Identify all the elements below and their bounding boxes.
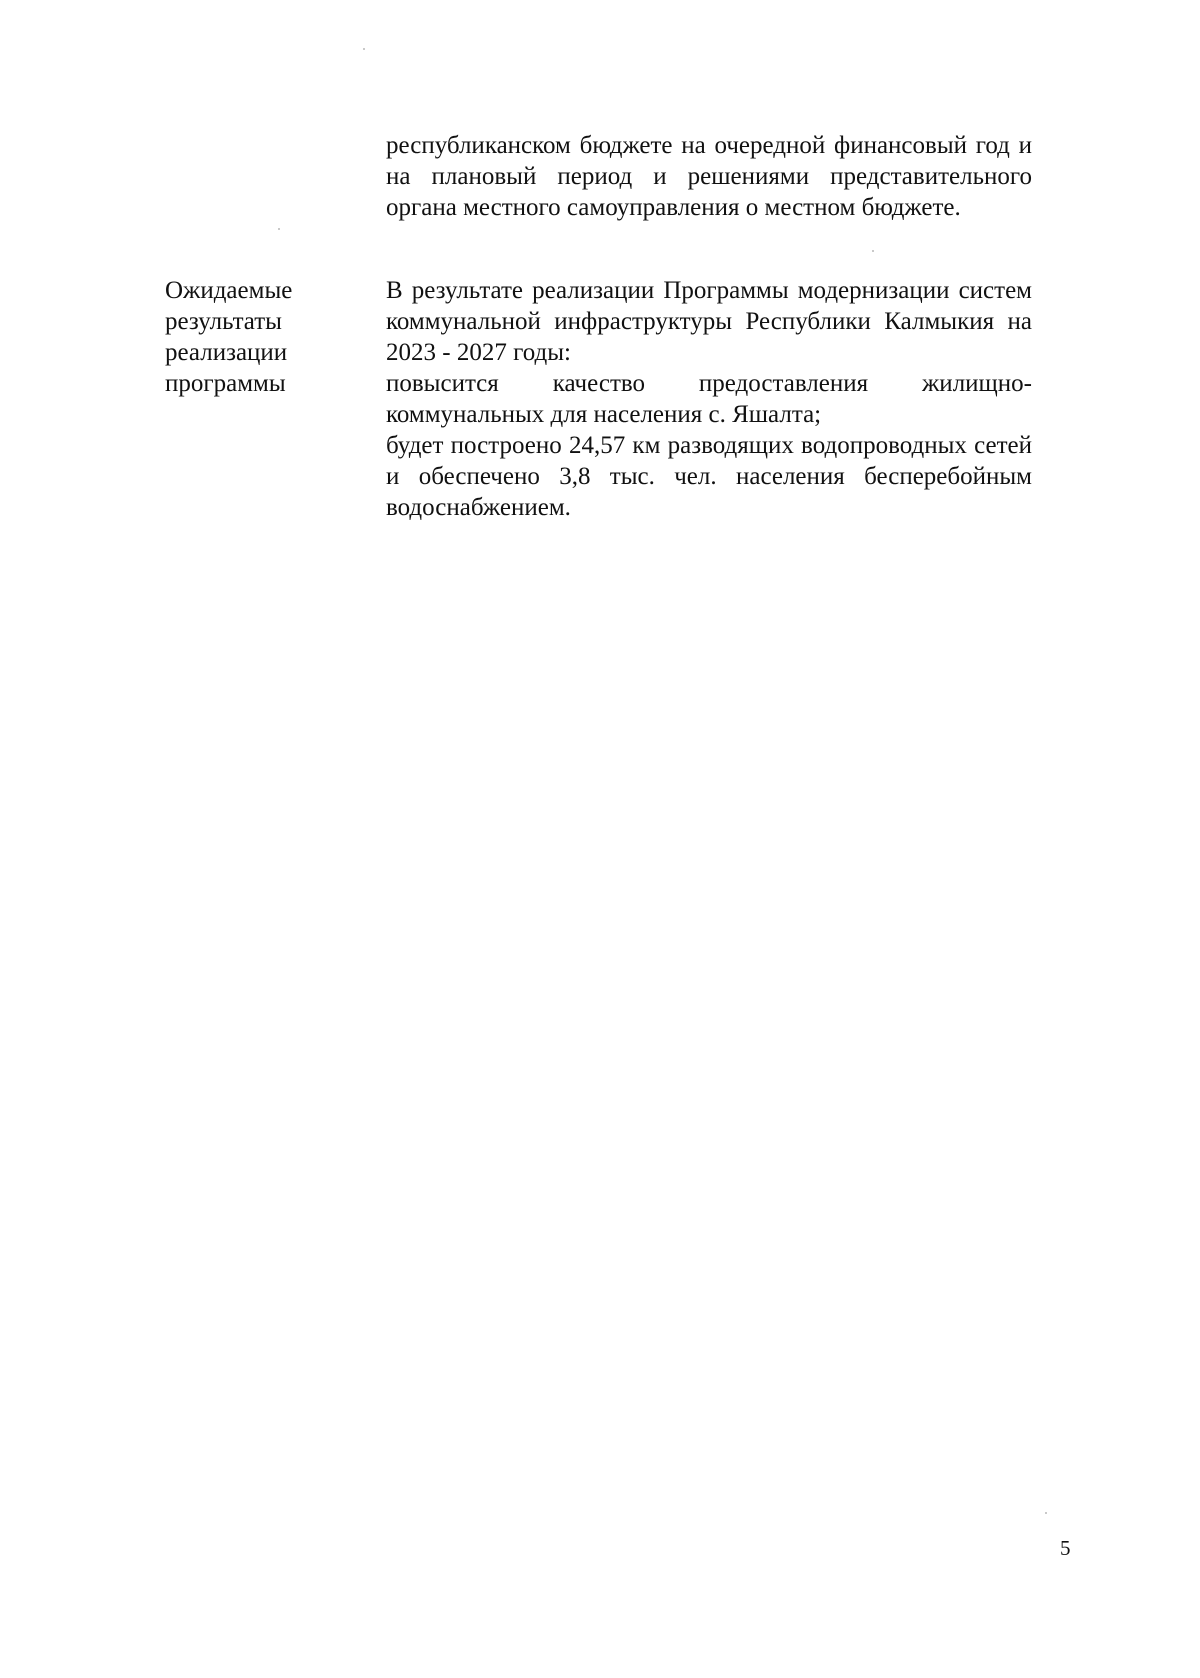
- page-number: 5: [1060, 1536, 1071, 1560]
- label-line: Ожидаемые: [165, 277, 293, 304]
- scan-speck: [363, 48, 365, 50]
- budget-continuation-text: республиканском бюджете на очередной финансовый год и на плановый период и решениями представительного органа местного самоуправления о местном бюджете.: [386, 132, 1032, 221]
- results-quality-paragraph: повысится качество предоставления жилищно-коммунальных для населения с. Яшалта;: [386, 370, 1032, 428]
- scan-speck: [872, 250, 874, 252]
- results-intro-paragraph: В результате реализации Программы модернизации систем коммунальной инфраструктуры Республики Калмыкия на 2023 - 2027 годы:: [386, 277, 1032, 366]
- results-water-paragraph: будет построено 24,57 км разводящих водопроводных сетей и обеспечено 3,8 тыс. чел. населения бесперебойным водоснабжением.: [386, 432, 1032, 521]
- budget-continuation-paragraph: [386, 130, 1032, 223]
- label-line: реализации: [165, 339, 288, 366]
- expected-results-text: [386, 275, 1032, 523]
- label-line: программы: [165, 370, 286, 397]
- scan-speck: [1045, 1512, 1047, 1514]
- expected-results-label: [165, 275, 345, 399]
- scan-speck: [278, 228, 280, 230]
- label-line: результаты: [165, 308, 282, 335]
